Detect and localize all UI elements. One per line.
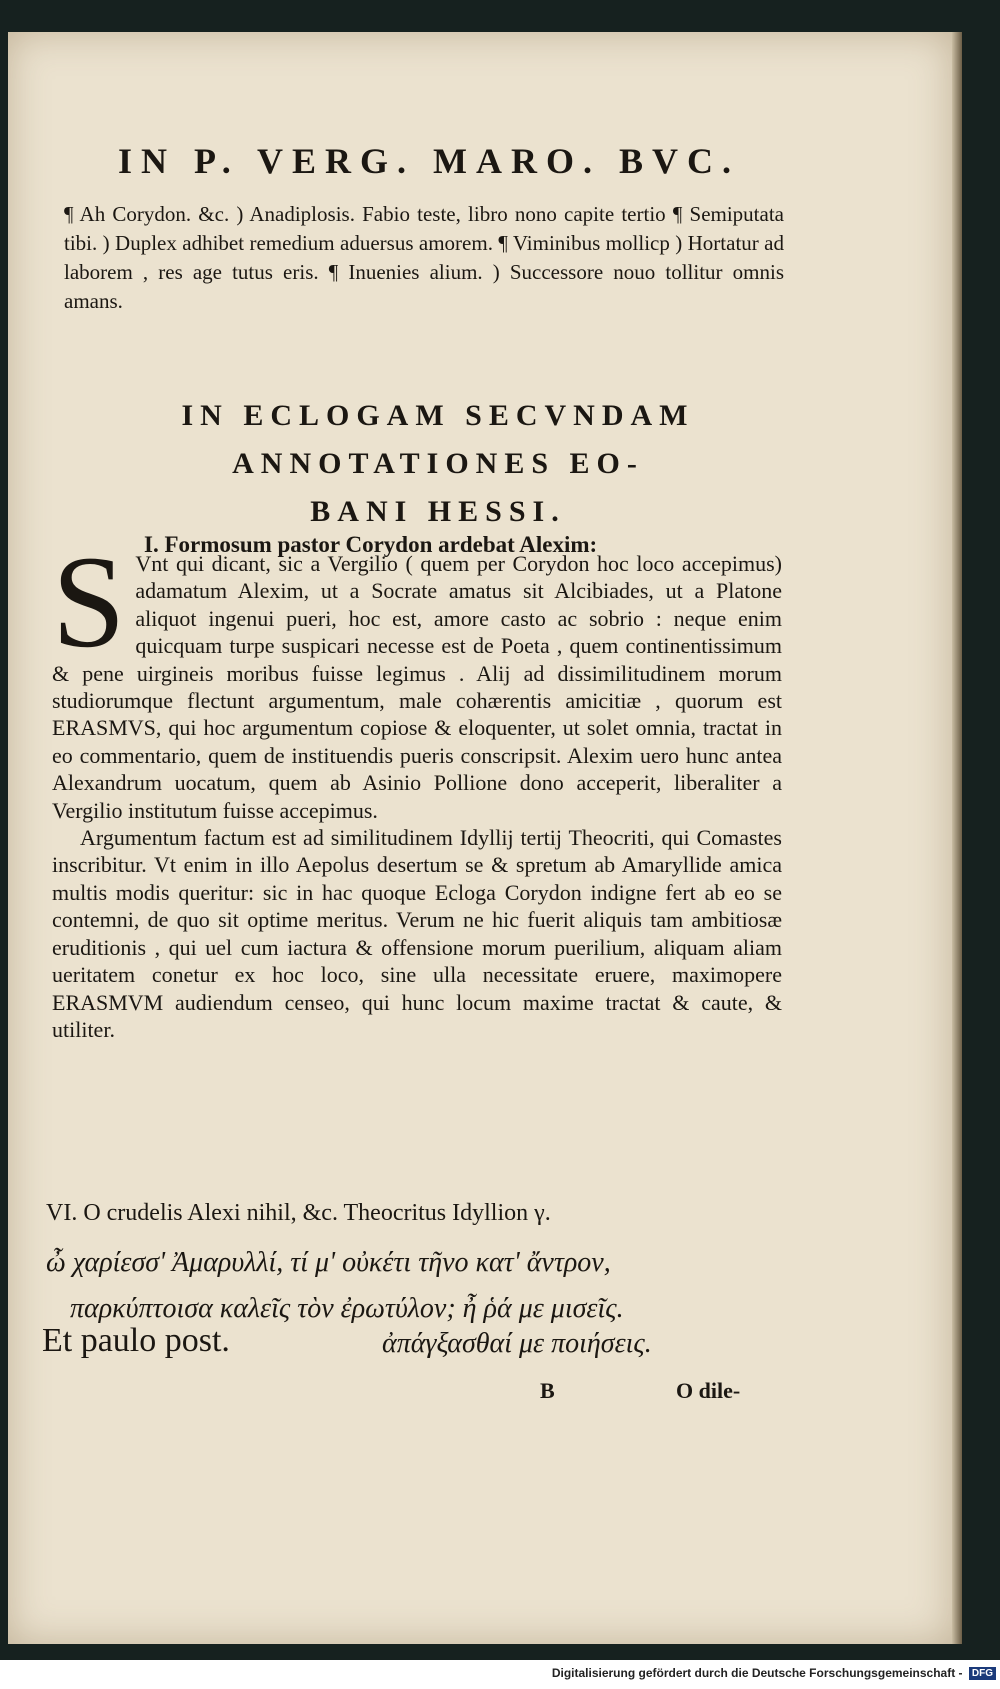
greek-line-3: ἀπάγξασθαί με ποιήσεις.	[382, 1328, 652, 1359]
lemma-2: VI. O crudelis Alexi nihil, &c. Theocritus Idyllion γ.	[46, 1200, 551, 1226]
greek-line-1: ὦ χαρίεσσ' Ἀμαρυλλί, τί μ' οὐκέτι τῆνο κατ' ἄντρον,	[46, 1247, 611, 1278]
section-title	[108, 392, 768, 536]
catchword: O dile-	[676, 1378, 741, 1403]
et-paulo-post: Et paulo post.	[42, 1322, 230, 1359]
book-page	[8, 32, 952, 1644]
greek-line-2: παρκύπτοισα καλεῖς τὸν ἐρωτύλον; ἦ ῥά με μισεῖς.	[70, 1293, 624, 1324]
page-edge	[952, 32, 962, 1644]
footer-text: Digitalisierung gefördert durch die Deutsche Forschungsgemeinschaft -	[551, 1666, 963, 1680]
footer-credit	[552, 1666, 996, 1686]
title-line-3: BANI HESSI.	[310, 495, 566, 528]
paragraph-1-text: Vnt qui dicant, sic a Vergilio ( quem per Corydon hoc loco accepimus) adamatum Alexim, ut a Socrate amatus sit Alcibiades, ut a Platone aliquot ingenui pueri, hoc est, amore casto ac sobrio : neque enim quicquam turpe suspicari necesse est de Poeta , quem continentissimum & pene uirgineis moribus fuisse legimus . Alij ad dissimilitudinem morum studiorumque flectunt argumentum, male cohærentis amicitiæ , quorum est ERASMVS, qui hoc argumentum copiose & eloquenter, ut solet omnia, tractat in eo commentario, quem de instituendis pueris conscripsit. Alexim uero hunc antea Alexandrum uocatum, quem ab Asinio Pollione dono acceperit, liberaliter a Vergilio institutum fuisse accepimus.	[52, 551, 782, 823]
lemma-1: I. Formosum pastor Corydon ardebat Alexim:	[144, 532, 598, 557]
gloss-text: ¶ Ah Corydon. &c. ) Anadiplosis. Fabio teste, libro nono capite tertio ¶ Semiputata tibi. ) Duplex adhibet remedium aduersus amorem. ¶ Viminibus mollicp ) Hortatur ad laborem , res age tutus eris. ¶ Inuenies alium. ) Successore nouo tollitur omnis amans.	[64, 202, 784, 313]
signature-mark: B	[540, 1378, 555, 1403]
paragraph-2: Argumentum factum est ad similitudinem Idyllij tertij Theocriti, qui Comastes inscribitur. Vt enim in illo Aepolus desertum se & spretum ab Amaryllide amica multis modis queritur: sic in hac quoque Ecloga Corydon indigne fert ab eo se contemni, de quo sit optime meritus. Verum ne hic fuerit aliquis tam ambitiosæ eruditionis , qui uel cum iactura & offensione morum puerilium, aliquam aliam ueritatem conetur ex hoc loco, sine ulla necessitate eruere, maximopere ERASMVM audiendum censeo, qui hunc locum maxime tractat & caute, & utiliter.	[52, 825, 782, 1042]
title-line-2: ANNOTATIONES EO-	[232, 447, 644, 480]
dfg-logo-icon: DFG	[969, 1667, 996, 1680]
drop-cap: S	[52, 528, 126, 675]
title-line-1: IN ECLOGAM SECVNDAM	[181, 399, 695, 432]
gloss-notes	[64, 200, 784, 316]
running-head: IN P. VERG. MARO. BVC.	[118, 141, 741, 181]
greek-quotation	[46, 1240, 766, 1332]
